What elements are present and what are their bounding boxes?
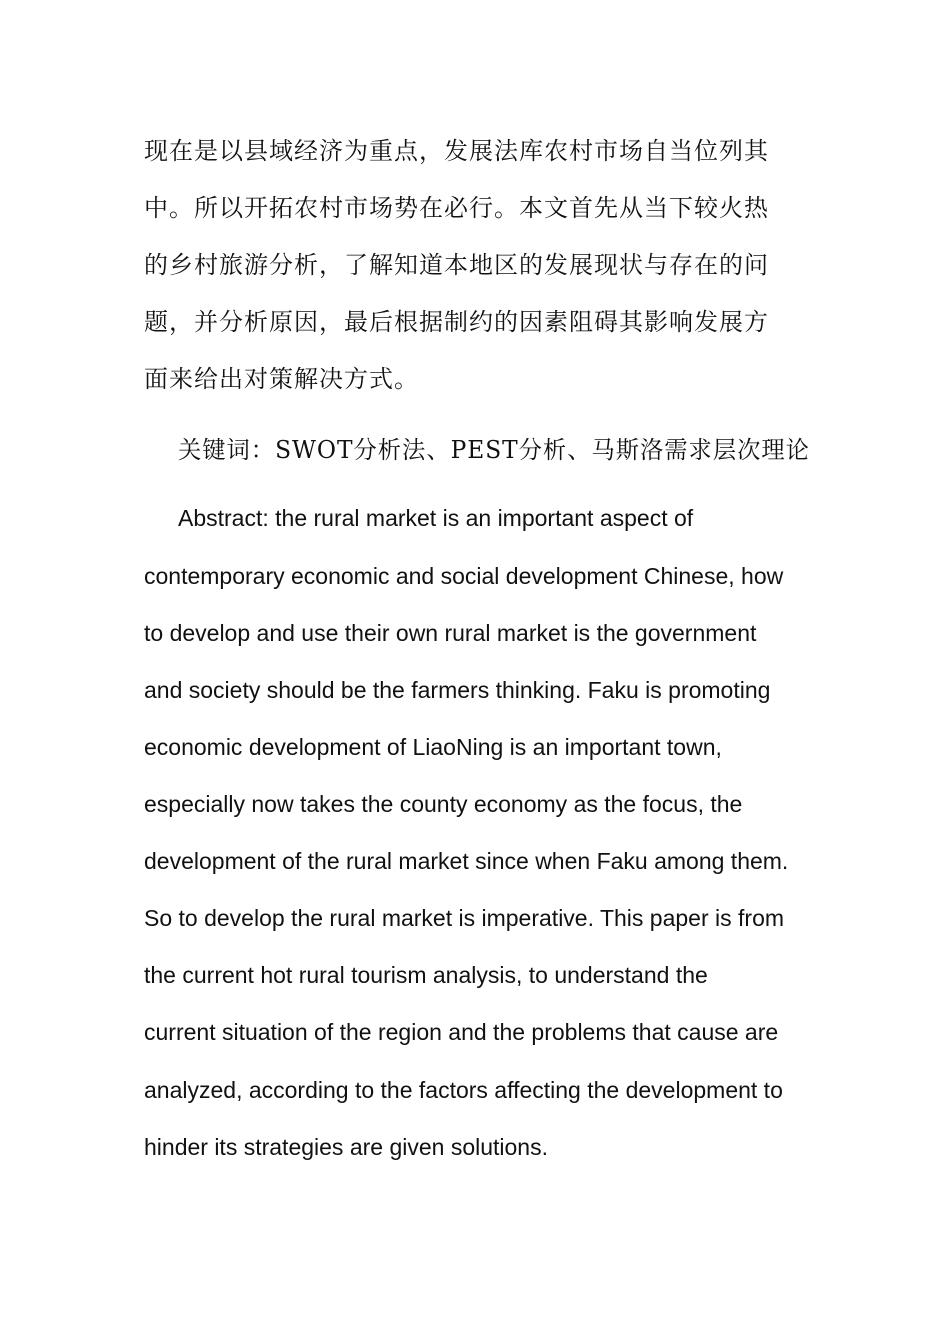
- text-line: the current hot rural tourism analysis, to understand the: [144, 962, 708, 988]
- text-line: 中。所以开拓农村市场势在必行。本文首先从当下较火热: [144, 194, 769, 222]
- text-line: to develop and use their own rural market is the government: [144, 620, 757, 646]
- text-line: 题，并分析原因，最后根据制约的因素阻碍其影响发展方: [144, 308, 769, 336]
- text-line: especially now takes the county economy as the focus, the: [144, 791, 743, 817]
- text-line: So to develop the rural market is imperative. This paper is from: [144, 905, 785, 931]
- text-line: hinder its strategies are given solutions.: [144, 1134, 548, 1160]
- text-line: development of the rural market since when Faku among them.: [144, 848, 789, 874]
- keywords-line: 关键词：SWOT分析法、PEST分析、马斯洛需求层次理论: [178, 436, 810, 464]
- text-line: and society should be the farmers thinking. Faku is promoting: [144, 677, 771, 703]
- text-line: economic development of LiaoNing is an important town,: [144, 734, 722, 760]
- text-line: current situation of the region and the problems that cause are: [144, 1019, 779, 1045]
- text-line: contemporary economic and social development Chinese, how: [144, 563, 784, 589]
- text-line: 面来给出对策解决方式。: [144, 365, 419, 393]
- text-line: 现在是以县域经济为重点，发展法库农村市场自当位列其: [144, 137, 769, 165]
- text-line: 的乡村旅游分析，了解知道本地区的发展现状与存在的问: [144, 251, 769, 279]
- text-line: Abstract: the rural market is an important aspect of: [178, 505, 694, 531]
- text-line: analyzed, according to the factors affecting the development to: [144, 1077, 783, 1103]
